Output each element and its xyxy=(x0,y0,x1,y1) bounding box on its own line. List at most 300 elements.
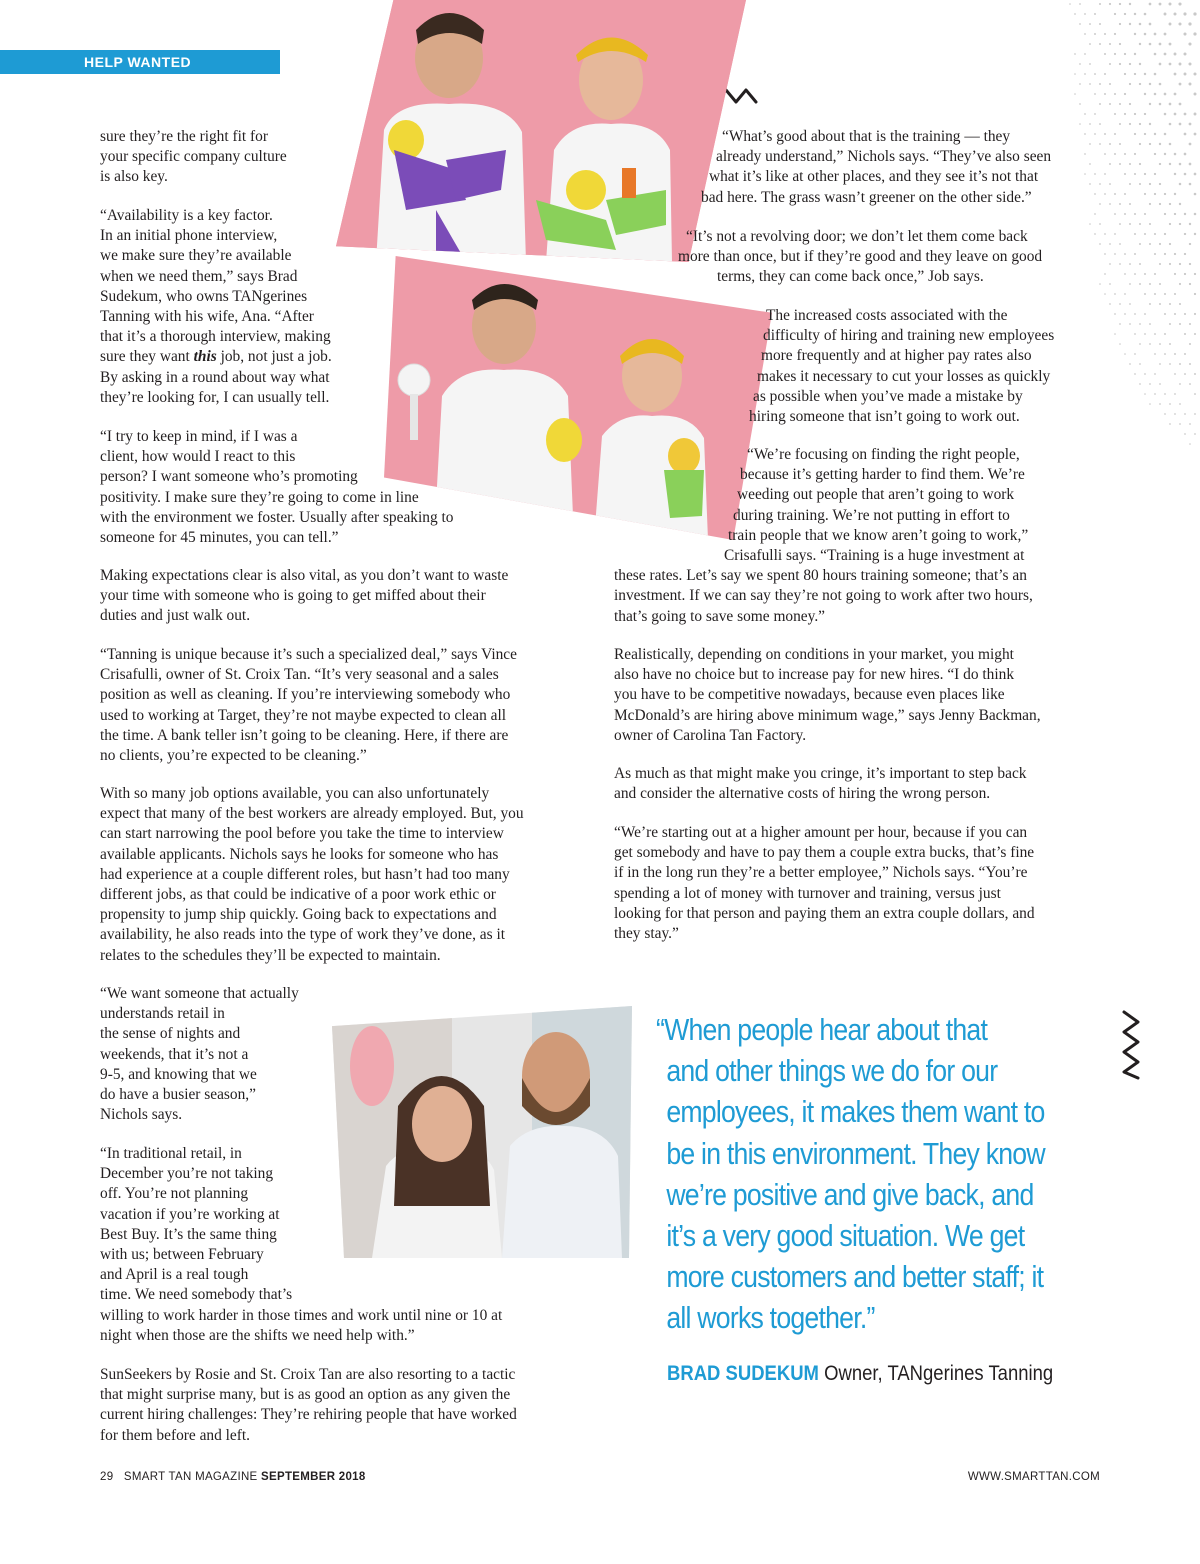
decor-dot xyxy=(1134,373,1136,375)
decor-dot xyxy=(1174,53,1177,56)
decor-dot xyxy=(1114,213,1116,215)
decor-dot xyxy=(1169,223,1171,225)
decor-dot xyxy=(1144,213,1146,215)
decor-dot xyxy=(1139,263,1141,265)
text-line: available applicants. Nichols says he looks for someone who has xyxy=(100,845,499,863)
decor-dot xyxy=(1084,33,1086,35)
text-line: owner of Carolina Tan Factory. xyxy=(614,726,807,744)
decor-dot xyxy=(1179,423,1181,425)
decor-dot xyxy=(1134,353,1136,355)
decor-dot xyxy=(1174,293,1176,295)
decor-dot xyxy=(1174,253,1176,255)
decor-dot xyxy=(1114,93,1116,95)
text-line: had experience at a couple different roles, but hasn’t had too many xyxy=(100,865,510,883)
decor-dot xyxy=(1184,353,1186,355)
quote-line: employees, it makes them want to xyxy=(666,1094,1045,1130)
decor-dot xyxy=(1074,73,1076,75)
decor-dot xyxy=(1129,183,1131,185)
decor-dot xyxy=(1174,393,1176,395)
left-para-2 xyxy=(100,206,332,408)
quote-line: all works together.” xyxy=(666,1300,875,1336)
decor-dot xyxy=(1154,233,1156,235)
page-number: 29 xyxy=(100,1471,114,1483)
decor-dot xyxy=(1184,313,1186,315)
right-para-6 xyxy=(614,764,1026,804)
decor-dot xyxy=(1189,223,1191,225)
text-line: no clients, you’re expected to be cleaning.” xyxy=(100,747,367,765)
decor-dot xyxy=(1149,3,1152,6)
decor-dot xyxy=(1189,163,1192,166)
decor-dot xyxy=(1099,143,1101,145)
decor-dot xyxy=(1154,153,1156,155)
text-line: that it’s a thorough interview, making xyxy=(100,328,331,346)
decor-dot xyxy=(1099,183,1101,185)
decor-dot xyxy=(1124,13,1126,15)
decor-dot xyxy=(1169,263,1171,265)
decor-dot xyxy=(1149,323,1151,325)
decor-dot xyxy=(1169,243,1171,245)
decor-dot xyxy=(1169,123,1172,126)
decor-dot xyxy=(1159,103,1162,106)
decor-dot xyxy=(1144,113,1146,115)
decor-dot xyxy=(1099,23,1101,25)
decor-dot xyxy=(1169,303,1171,305)
decor-dot xyxy=(1124,313,1126,315)
decor-dot xyxy=(1129,223,1131,225)
text-line: duties and just walk out. xyxy=(100,607,251,625)
quote-line: more customers and better staff; it xyxy=(666,1259,1044,1295)
decor-dot xyxy=(1154,133,1156,135)
text-line: By asking in a round about way what xyxy=(100,368,330,386)
decor-dot xyxy=(1164,33,1167,36)
decor-dot xyxy=(1179,303,1181,305)
decor-dot xyxy=(1178,22,1181,25)
decor-dot xyxy=(1154,173,1156,175)
text-line: what it’s like at other places, and they see it’s not that xyxy=(709,168,1039,186)
text-line: the time. A bank teller isn’t going to be cleaning. Here, if there are xyxy=(100,726,509,744)
text-line: they’re looking for, I can usually tell. xyxy=(100,388,330,406)
decor-dot xyxy=(1104,93,1106,95)
decor-dot xyxy=(1094,13,1096,15)
decor-dot xyxy=(1099,283,1101,285)
quote-line: be in this environment. They know xyxy=(666,1135,1045,1171)
decor-dot xyxy=(1149,303,1151,305)
decor-dot xyxy=(1114,53,1116,55)
decor-dot xyxy=(1179,123,1182,126)
decor-dot xyxy=(1139,383,1141,385)
photo-crying-cleaners xyxy=(336,0,746,262)
text-line: someone for 45 minutes, you can tell.” xyxy=(100,529,339,547)
left-para-4 xyxy=(100,566,508,627)
decor-dot xyxy=(1134,153,1136,155)
decor-dot xyxy=(1149,83,1151,85)
decor-dot xyxy=(1099,223,1101,225)
decor-dot xyxy=(1149,123,1151,125)
decor-dot xyxy=(1184,73,1187,76)
decor-dot xyxy=(1139,323,1141,325)
decor-dot xyxy=(1129,103,1131,105)
decor-dot xyxy=(1114,133,1116,135)
decor-dot xyxy=(1119,203,1121,205)
decor-dot xyxy=(1188,42,1191,45)
decor-dot xyxy=(1074,13,1076,15)
text-line: when we need them,” says Brad xyxy=(100,267,298,285)
decor-dot xyxy=(1159,183,1161,185)
text-line: hiring someone that isn’t going to work out. xyxy=(749,408,1020,426)
decor-dot xyxy=(1114,333,1116,335)
text-line: investment. If we can say they’re not going to work after two hours, xyxy=(614,587,1033,605)
decor-dot xyxy=(1119,343,1121,345)
right-para-2 xyxy=(678,227,1098,288)
decor-dot xyxy=(1129,283,1131,285)
text-line: client, how would I react to this xyxy=(100,448,296,466)
decor-dot xyxy=(1159,263,1161,265)
text-line: off. You’re not planning xyxy=(100,1185,249,1203)
decor-dot xyxy=(1124,53,1126,55)
decor-dot xyxy=(1109,103,1111,105)
footer-left xyxy=(100,1471,366,1483)
decor-dot xyxy=(1164,133,1167,136)
decor-dot xyxy=(1109,203,1111,205)
decor-dot xyxy=(1134,33,1136,35)
text-line: expect that many of the best workers are already employed. But, you xyxy=(100,805,524,823)
decor-dot xyxy=(1089,223,1091,225)
text-line: person? I want someone who’s promoting xyxy=(100,468,358,486)
emphasis-text: this xyxy=(193,348,217,366)
text-line: sure they’re the right fit for xyxy=(100,128,268,145)
decor-dot xyxy=(1094,213,1096,215)
decor-dot xyxy=(1079,63,1081,65)
decor-dot xyxy=(1144,173,1146,175)
decor-dot xyxy=(1094,113,1096,115)
decor-dot xyxy=(1154,73,1157,76)
magazine-name: SMART TAN MAGAZINE xyxy=(123,1471,258,1483)
text-line: also have no choice but to increase pay for new hires. “I do think xyxy=(614,666,1015,684)
text-line: willing to work harder in those times and work until nine or 10 at xyxy=(100,1306,503,1324)
decor-dot xyxy=(1124,353,1126,355)
decor-dot xyxy=(1154,293,1156,295)
decor-dot xyxy=(1149,43,1152,46)
decor-dot xyxy=(1129,83,1131,85)
quote-line: it’s a very good situation. We get xyxy=(666,1218,1025,1254)
decor-dot xyxy=(1099,83,1101,85)
decor-dot xyxy=(1109,243,1111,245)
text-line: “I try to keep in mind, if I was a xyxy=(100,428,298,445)
decor-dot xyxy=(1129,63,1131,65)
decor-dot xyxy=(1179,283,1181,285)
decor-dot xyxy=(1094,93,1096,95)
decor-dot xyxy=(1144,313,1146,315)
decor-dot xyxy=(1149,183,1151,185)
decor-dot xyxy=(1109,163,1111,165)
decor-dot xyxy=(1084,13,1086,15)
decor-dot xyxy=(1189,183,1192,186)
decor-dot xyxy=(1169,3,1172,6)
decor-dot xyxy=(1139,363,1141,365)
decor-dot xyxy=(1139,63,1141,65)
text-line: get somebody and have to pay them a couple extra bucks, that’s fine xyxy=(614,844,1035,862)
decor-dot xyxy=(1084,113,1086,115)
decor-dot xyxy=(1164,293,1166,295)
decor-dot xyxy=(1134,113,1136,115)
decor-dot xyxy=(1189,283,1191,285)
right-para-5 xyxy=(614,645,1041,746)
decor-dot xyxy=(1134,333,1136,335)
decor-dot xyxy=(1169,423,1171,425)
decor-dot xyxy=(1184,53,1187,56)
text-line: “Availability is a key factor. xyxy=(100,207,273,224)
decor-dot xyxy=(1144,73,1146,75)
decor-dot xyxy=(1194,213,1197,216)
decor-dot xyxy=(1144,373,1146,375)
decor-dot xyxy=(1089,63,1091,65)
decor-dot xyxy=(1154,333,1156,335)
decor-dot xyxy=(1134,173,1136,175)
decor-dot xyxy=(1129,323,1131,325)
text-line: weekends, that it’s not a xyxy=(100,1045,249,1063)
text-line: current hiring challenges: They’re rehiring people that have worked xyxy=(100,1406,517,1424)
decor-dot xyxy=(1154,353,1156,355)
decor-dot xyxy=(1174,193,1176,195)
decor-dot xyxy=(1194,293,1196,295)
decor-dot xyxy=(1169,43,1172,46)
decor-dot xyxy=(1194,133,1197,136)
decor-dot xyxy=(1114,33,1116,35)
text-line: your time with someone who is going to get miffed about their xyxy=(100,587,486,605)
decor-dot xyxy=(1134,253,1136,255)
text-line: and April is a real tough xyxy=(100,1266,249,1284)
text-line: and consider the alternative costs of hiring the wrong person. xyxy=(614,785,991,803)
decor-dot xyxy=(1159,363,1161,365)
decor-dot xyxy=(1184,133,1187,136)
decor-dot xyxy=(1189,383,1191,385)
text-line: with the environment we foster. Usually after speaking to xyxy=(100,508,454,526)
decor-dot xyxy=(1179,383,1181,385)
decor-dot xyxy=(1174,213,1176,215)
decor-dot xyxy=(1184,273,1186,275)
decor-dot xyxy=(1169,203,1171,205)
decor-dot xyxy=(1179,183,1182,186)
decor-dot xyxy=(1159,143,1161,145)
decor-dot xyxy=(1084,73,1086,75)
text-line: Best Buy. It’s the same thing xyxy=(100,1225,277,1243)
decor-dot xyxy=(1169,323,1171,325)
text-line: is also key. xyxy=(100,168,168,186)
website-link[interactable]: WWW.SMARTTAN.COM xyxy=(967,1471,1100,1483)
text-line: time. We need somebody that’s xyxy=(100,1286,293,1304)
right-para-4 xyxy=(614,445,1100,627)
text-line: weeding out people that aren’t going to work xyxy=(737,486,1015,504)
decor-dot xyxy=(1144,193,1146,195)
decor-dot xyxy=(1174,113,1177,116)
decor-dot xyxy=(1189,343,1191,345)
decor-dot xyxy=(1139,163,1141,165)
decor-dot xyxy=(1164,113,1167,116)
decor-dot xyxy=(1159,63,1162,66)
quote-attribution xyxy=(667,1362,1053,1386)
left-para-6 xyxy=(100,784,524,966)
decor-dot xyxy=(1194,173,1197,176)
decor-dot xyxy=(1134,13,1136,15)
decor-dot xyxy=(1124,113,1126,115)
decor-dot xyxy=(1169,343,1171,345)
text-line: train people that we know aren’t going to work,” xyxy=(728,526,1029,544)
decor-dot xyxy=(1189,423,1191,425)
text-line: Sudekum, who owns TANgerines xyxy=(100,287,308,305)
text-line: terms, they can come back once,” Job says. xyxy=(717,268,984,286)
text-line: used to working at Target, they’re not maybe expected to clean all xyxy=(100,706,507,724)
decor-dot xyxy=(1184,413,1186,415)
decor-dot xyxy=(1174,13,1177,16)
decor-dot xyxy=(1139,43,1141,45)
quote-line: and other things we do for our xyxy=(666,1053,998,1089)
decor-dot xyxy=(1194,193,1197,196)
decor-dot xyxy=(1124,293,1126,295)
decor-dot xyxy=(1164,313,1166,315)
decor-dot xyxy=(1159,3,1162,6)
decor-dot xyxy=(1129,3,1131,5)
left-para-8 xyxy=(100,1144,502,1346)
decor-dot xyxy=(1109,3,1111,5)
text-line: do have a busier season,” xyxy=(100,1086,256,1104)
decor-dot xyxy=(1169,143,1172,146)
text-line: Crisafulli says. “Training is a huge investment at xyxy=(724,547,1025,565)
text-line: that might surprise many, but is as good an option as any given the xyxy=(100,1386,511,1404)
decor-dot xyxy=(1144,273,1146,275)
left-para-7 xyxy=(100,984,299,1125)
decor-dot xyxy=(1149,103,1151,105)
decor-dot xyxy=(1159,243,1161,245)
decor-dot xyxy=(1119,323,1121,325)
decor-dot xyxy=(1119,303,1121,305)
decor-dot xyxy=(1174,73,1177,76)
text-line: already understand,” Nichols says. “They’ve also seen xyxy=(716,148,1052,166)
text-line: Tanning with his wife, Ana. “After xyxy=(100,308,314,326)
decor-dot xyxy=(1114,153,1116,155)
decor-dot xyxy=(1134,53,1136,55)
decor-dot xyxy=(1194,333,1196,335)
decor-dot xyxy=(1179,83,1182,86)
decor-dot xyxy=(1104,73,1106,75)
text-line: availability, he also reads into the type of work they’ve done, as it xyxy=(100,926,506,944)
text-line: “What’s good about that is the training — they xyxy=(722,128,1011,145)
pull-quote xyxy=(656,1009,1052,1339)
text-line: understands retail in xyxy=(100,1005,225,1023)
decor-dot xyxy=(1159,43,1162,46)
decor-dot xyxy=(1169,63,1172,66)
decor-dot xyxy=(1079,123,1081,125)
text-line: McDonald’s are hiring above minimum wage,” says Jenny Backman, xyxy=(614,706,1041,724)
decor-dot xyxy=(1104,253,1106,255)
vertical-zigzag-icon xyxy=(1120,1010,1142,1080)
right-para-7 xyxy=(614,823,1035,944)
decor-dot xyxy=(1164,213,1166,215)
decor-dot xyxy=(1099,103,1101,105)
text-line: makes it necessary to cut your losses as quickly xyxy=(757,367,1051,385)
decor-dot xyxy=(1124,213,1126,215)
decor-dot xyxy=(1139,343,1141,345)
decor-dot xyxy=(1109,183,1111,185)
decor-dot xyxy=(1169,403,1171,405)
decor-dot xyxy=(1189,263,1191,265)
text-line: Realistically, depending on conditions in your market, you might xyxy=(614,646,1014,663)
decor-dot xyxy=(1164,233,1166,235)
text-line: 9-5, and knowing that we xyxy=(100,1065,257,1083)
decor-dot xyxy=(1179,163,1182,166)
text-line: “We’re focusing on finding the right people, xyxy=(747,446,1020,463)
decor-dot xyxy=(1174,173,1176,175)
decor-dot xyxy=(1074,93,1076,95)
text-line: with us; between February xyxy=(100,1246,264,1264)
decor-dot xyxy=(1194,373,1196,375)
decor-dot xyxy=(1149,283,1151,285)
decor-dot xyxy=(1114,13,1116,15)
text-line: position as well as cleaning. If you’re interviewing somebody who xyxy=(100,686,511,704)
decor-dot xyxy=(1144,93,1146,95)
issue-date: SEPTEMBER 2018 xyxy=(261,1471,366,1483)
decor-dot xyxy=(1139,83,1141,85)
decor-dot xyxy=(1149,343,1151,345)
decor-dot xyxy=(1104,273,1106,275)
decor-dot xyxy=(1174,273,1176,275)
decor-dot xyxy=(1149,23,1152,26)
decor-dot xyxy=(1099,43,1101,45)
decor-dot xyxy=(1134,313,1136,315)
decor-dot xyxy=(1129,363,1131,365)
decor-dot xyxy=(1114,253,1116,255)
decor-dot xyxy=(1174,373,1176,375)
decor-dot xyxy=(1184,253,1186,255)
decor-dot xyxy=(1134,273,1136,275)
decor-dot xyxy=(1164,333,1166,335)
decor-dot xyxy=(1174,353,1176,355)
decor-dot xyxy=(1114,313,1116,315)
attribution-title: Owner, TANgerines Tanning xyxy=(824,1362,1054,1385)
decor-dot xyxy=(1144,33,1147,36)
decor-dot xyxy=(1164,53,1167,56)
decor-dot xyxy=(1184,373,1186,375)
text-line: “It’s not a revolving door; we don’t let them come back xyxy=(686,228,1028,245)
decor-dot xyxy=(1104,33,1106,35)
decor-dot xyxy=(1154,93,1157,96)
text-line: we make sure they’re available xyxy=(100,247,292,265)
text-line: looking for that person and paying them an extra couple dollars, and xyxy=(614,904,1035,922)
attribution-name: BRAD SUDEKUM xyxy=(667,1362,819,1385)
decor-dot xyxy=(1169,163,1171,165)
decor-dot xyxy=(1194,433,1196,435)
decor-dot xyxy=(1184,433,1186,435)
text-line: SunSeekers by Rosie and St. Croix Tan are also resorting to a tactic xyxy=(100,1366,516,1383)
decor-dot xyxy=(1179,103,1182,106)
text-line: spending a lot of money with turnover and training, versus just xyxy=(614,884,1001,902)
decor-dot xyxy=(1149,243,1151,245)
decor-dot xyxy=(1194,233,1196,235)
decor-dot xyxy=(1194,273,1196,275)
decor-dot xyxy=(1079,103,1081,105)
text-line: bad here. The grass wasn’t greener on the other side.” xyxy=(701,188,1032,206)
decor-dot xyxy=(1164,353,1166,355)
decor-dot xyxy=(1099,203,1101,205)
decor-dot xyxy=(1124,273,1126,275)
decor-dot xyxy=(1119,223,1121,225)
text-line: they stay.” xyxy=(614,925,679,943)
decor-dot xyxy=(1129,203,1131,205)
decor-dot xyxy=(1134,213,1136,215)
decor-dot xyxy=(1189,443,1191,445)
decor-dot xyxy=(1074,53,1076,55)
text-line: Making expectations clear is also vital, as you don’t want to waste xyxy=(100,567,509,584)
decor-dot xyxy=(1109,263,1111,265)
